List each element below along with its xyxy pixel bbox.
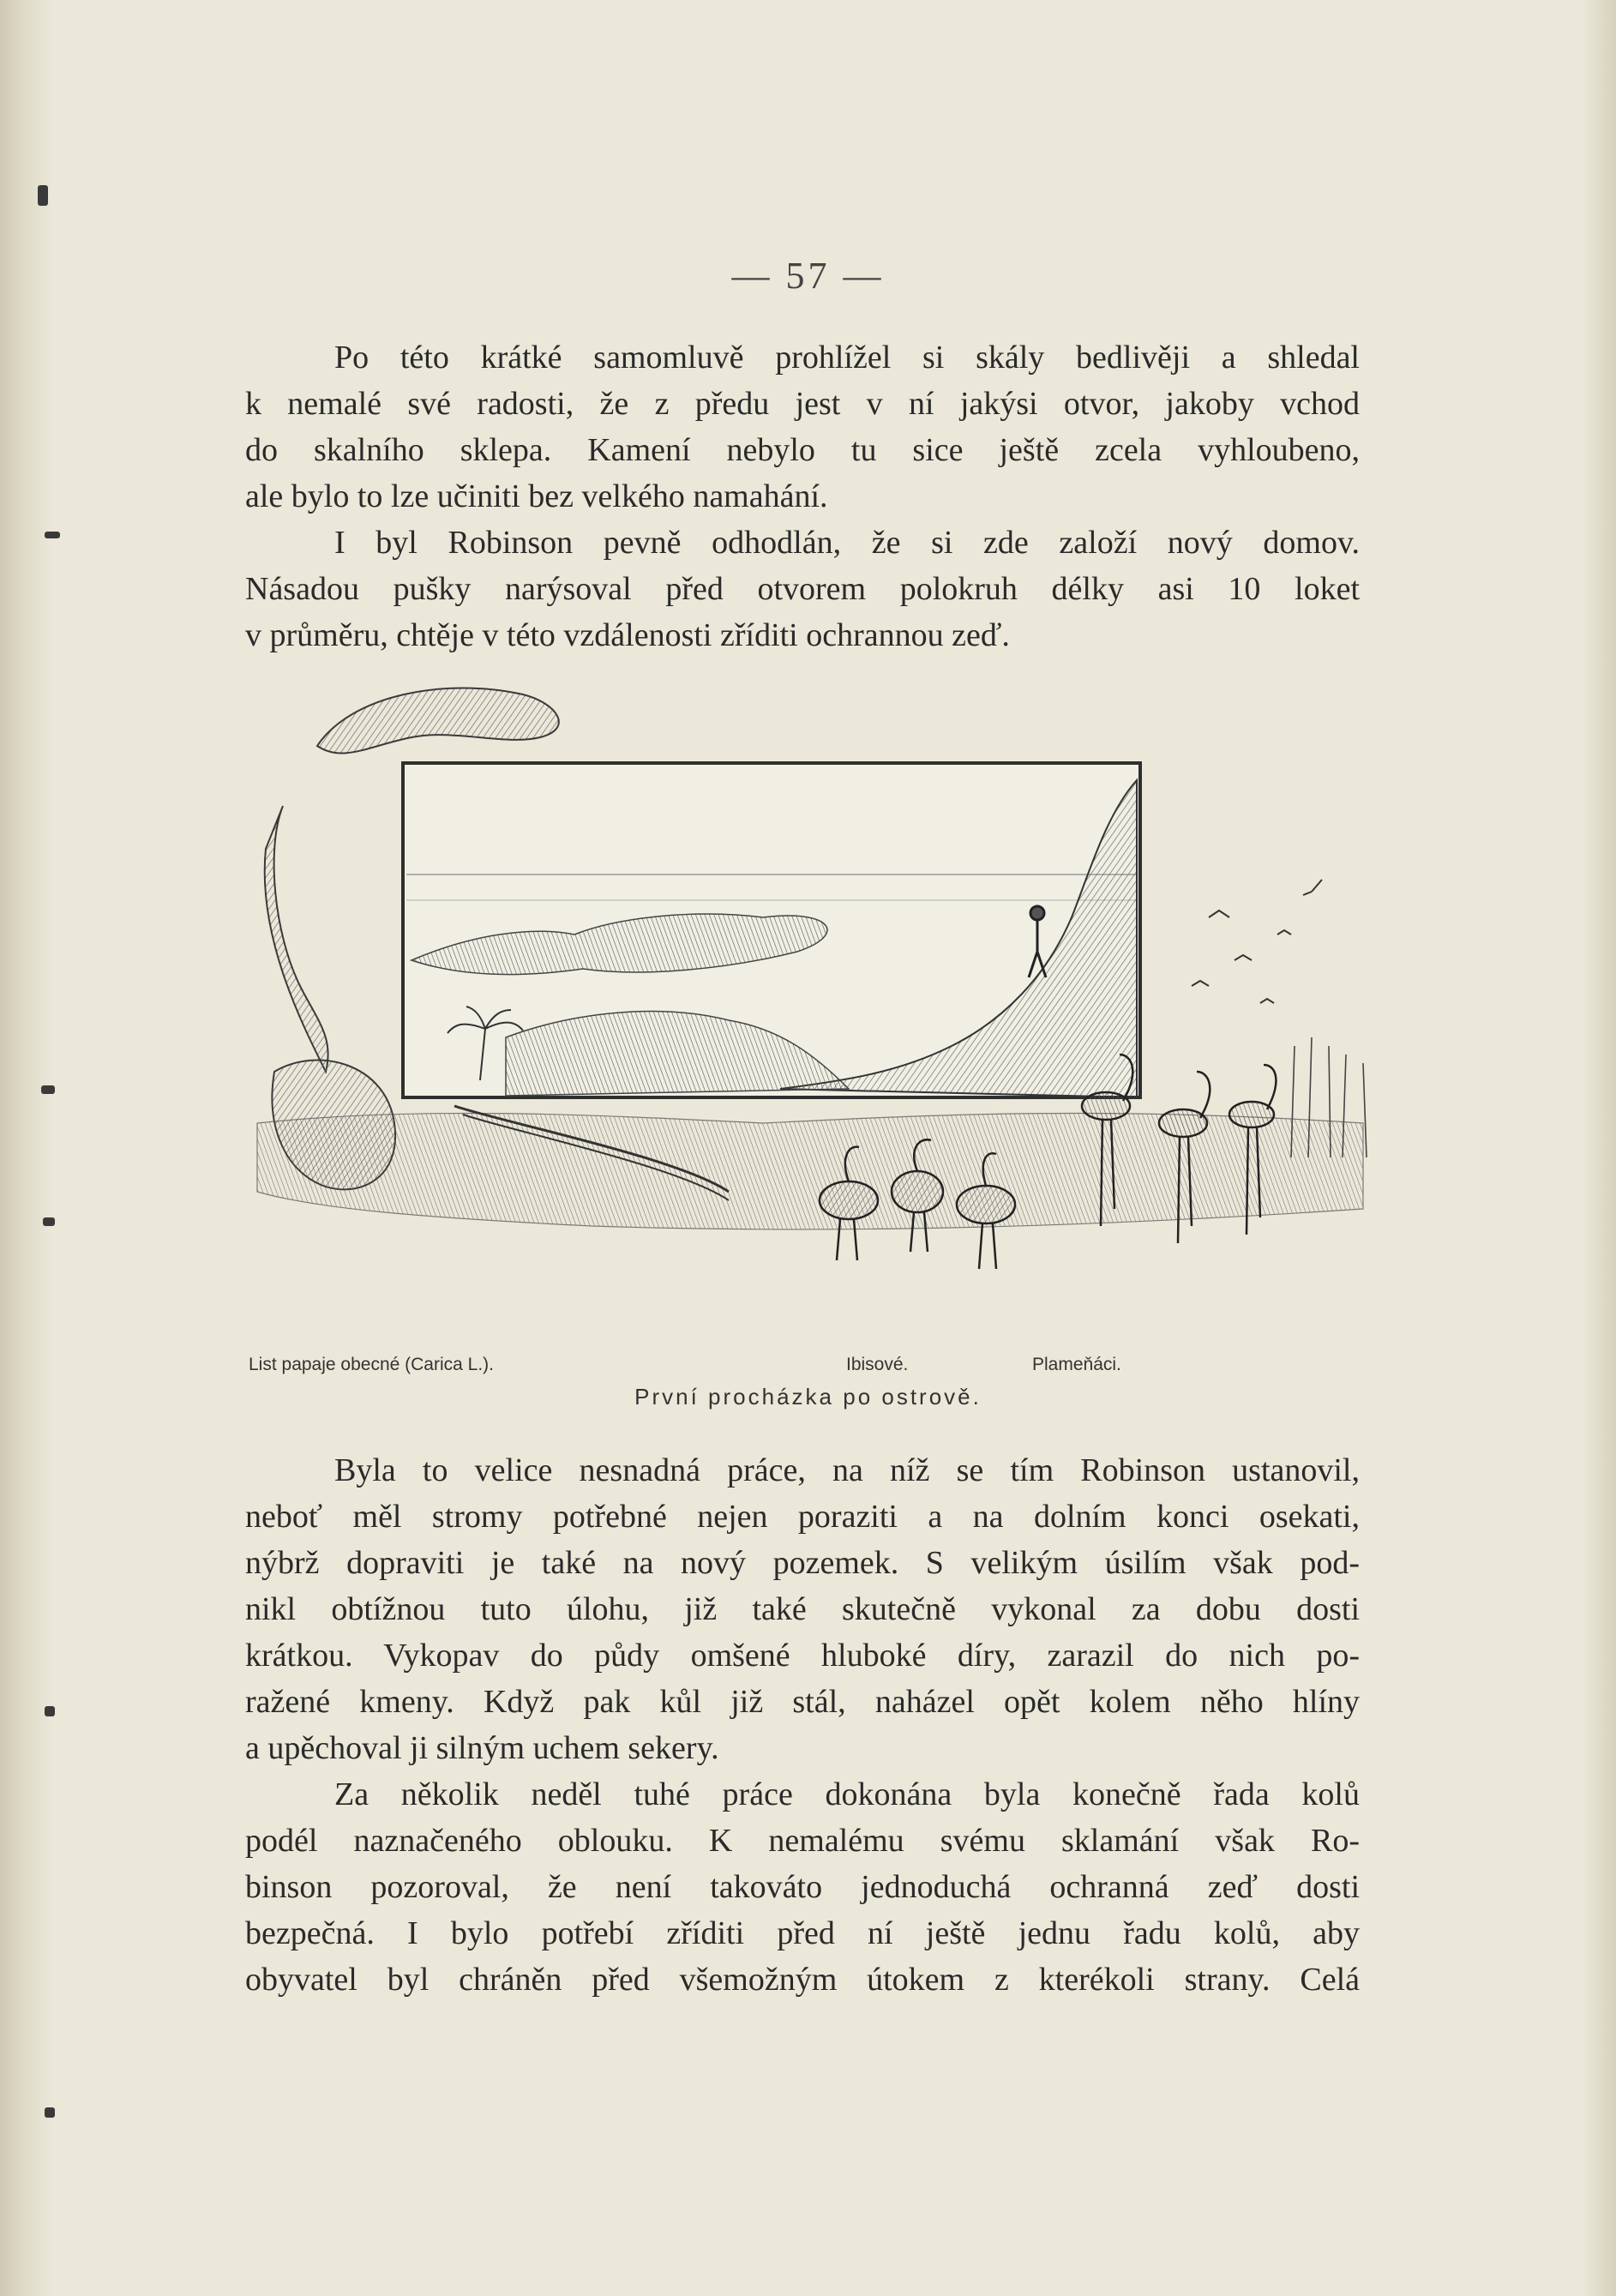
paragraph-3: [245, 1447, 1360, 1771]
text-line: obyvatel byl chráněn před všemožným útokem z kterékoli strany. Celá: [245, 1962, 1360, 1998]
margin-mark: [41, 1085, 55, 1094]
text-line: Po této krátké samomluvě prohlížel si skály bedlivěji a shledal: [334, 340, 1360, 376]
text-line: podél naznačeného oblouku. K nemalému svému sklamání však Ro-: [245, 1823, 1360, 1859]
text-line: ražené kmeny. Když pak kůl již stál, naházel opět kolem něho hlíny: [245, 1684, 1360, 1720]
birds: [1192, 880, 1322, 1003]
margin-mark: [43, 1217, 55, 1226]
text-line: krátkou. Vykopav do půdy omšené hluboké díry, zarazil do nich po-: [245, 1638, 1360, 1674]
text-line: Za několik neděl tuhé práce dokonána byla konečně řada kolů: [334, 1776, 1360, 1812]
figure-caption: První procházka po ostrově.: [634, 1384, 982, 1409]
page-edge-left: [0, 0, 51, 2296]
figure-label-middle: Ibisové.: [846, 1355, 909, 1374]
text-line: do skalního sklepa. Kamení nebylo tu sice ještě zcela vyhloubeno,: [245, 432, 1360, 468]
margin-mark: [45, 532, 60, 538]
engraving-illustration: [249, 677, 1397, 1329]
text-line: Násadou pušky narýsoval před otvorem polokruh délky asi 10 loket: [245, 571, 1360, 607]
text-line: bezpečná. I bylo potřebí zříditi před ní ještě jednu řadu kolů, aby: [245, 1915, 1360, 1951]
paragraph-2: [245, 520, 1360, 658]
text-line: nikl obtížnou tuto úlohu, již také skutečně vykonal za dobu dosti: [245, 1591, 1360, 1627]
text-line: Byla to velice nesnadná práce, na níž se tím Robinson ustanovil,: [334, 1452, 1360, 1488]
text-line: a upěchoval ji silným uchem sekery.: [245, 1730, 719, 1766]
paragraph-1: [245, 334, 1360, 520]
text-line: ale bylo to lze učiniti bez velkého namahání.: [245, 478, 828, 514]
margin-mark: [45, 2107, 55, 2118]
text-line: binson pozoroval, že není takováto jednoduchá ochranná zeď dosti: [245, 1869, 1360, 1905]
page-edge-right: [1582, 0, 1616, 2296]
text-line: v průměru, chtěje v této vzdálenosti zříditi ochrannou zeď.: [245, 617, 1010, 653]
text-line: I byl Robinson pevně odhodlán, že si zde založí nový domov.: [334, 525, 1360, 561]
text-line: nýbrž dopraviti je také na nový pozemek. S velikým úsilím však pod-: [245, 1545, 1360, 1581]
figure-label-left: List papaje obecné (Carica L.).: [249, 1355, 494, 1374]
text-line: k nemalé své radosti, že z předu jest v ní jakýsi otvor, jakoby vchod: [245, 386, 1360, 422]
text-line: neboť měl stromy potřebné nejen poraziti a na dolním konci osekati,: [245, 1499, 1360, 1535]
figure-labels: [249, 1355, 1140, 1380]
margin-mark: [38, 185, 48, 206]
figure-label-right: Plameňáci.: [1032, 1355, 1121, 1374]
page-number: — 57 —: [731, 255, 885, 297]
margin-mark: [45, 1706, 55, 1716]
paragraph-4: [245, 1771, 1360, 2003]
